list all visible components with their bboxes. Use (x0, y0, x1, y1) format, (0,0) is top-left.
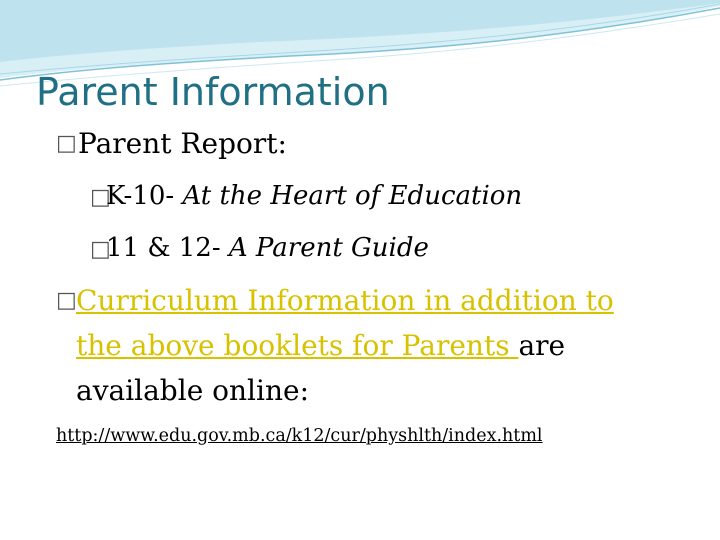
curriculum-line-3: available online: (76, 374, 309, 407)
k10-guide-item (106, 181, 522, 211)
curriculum-text: are (518, 329, 566, 362)
grade11-12-guide-title: A Parent Guide (228, 233, 429, 263)
curriculum-link[interactable]: Curriculum Information in addition to (76, 284, 614, 317)
k10-guide-title: At the Heart of Education (182, 181, 523, 211)
k10-guide-prefix: K-10- (106, 181, 183, 211)
parent-report-heading: Parent Report: (78, 127, 287, 160)
curriculum-line-2 (76, 329, 565, 362)
curriculum-line-1 (76, 284, 614, 317)
grade11-12-guide-prefix: 11 & 12- (106, 233, 229, 263)
bullet-icon: □ (56, 288, 77, 313)
curriculum-url-link[interactable]: http://www.edu.gov.mb.ca/k12/cur/physhlth/index.html (56, 426, 543, 446)
bullet-icon: □ (90, 185, 111, 210)
url-line (56, 426, 543, 446)
page-title: Parent Information (36, 70, 390, 114)
bullet-icon: □ (56, 131, 77, 156)
bullet-icon: □ (90, 237, 111, 262)
grade11-12-guide-item (106, 233, 429, 263)
curriculum-link-continued[interactable]: the above booklets for Parents (76, 329, 519, 362)
